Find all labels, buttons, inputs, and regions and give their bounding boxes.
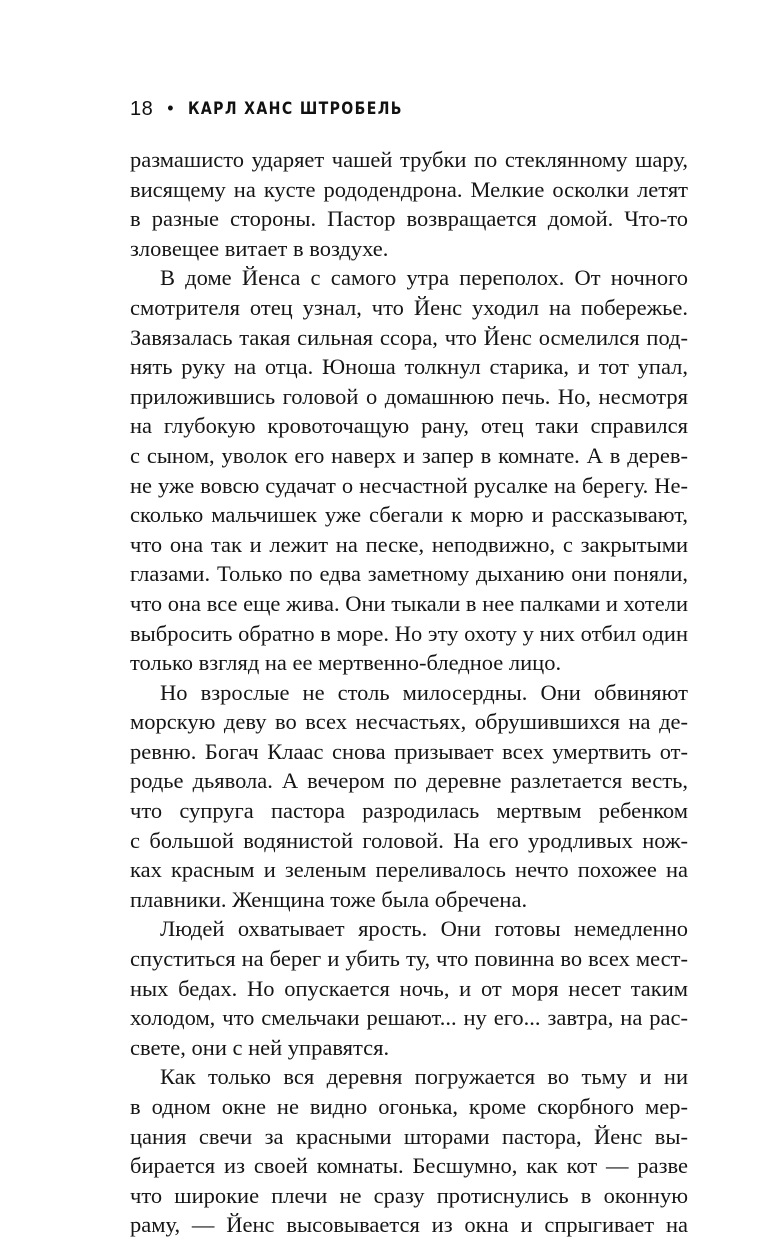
text-line: только взгляд на ее мертвенно-бледное лицо. bbox=[130, 650, 562, 676]
text-line: холодом, что смельчаки решают... ну его... завтра, на рас- bbox=[130, 1005, 688, 1031]
text-line: ревню. Богач Клаас снова призывает всех умертвить от- bbox=[130, 738, 688, 764]
text-line: выбросить обратно в море. Но эту охоту у них отбил один bbox=[130, 620, 688, 646]
paragraph bbox=[130, 1062, 688, 1240]
text-line: зловещее витает в воздухе. bbox=[130, 235, 389, 261]
text-line: спуститься на берег и убить ту, что повинна во всех мест- bbox=[130, 946, 688, 972]
page-number: 18 bbox=[130, 97, 154, 120]
text-line: Но взрослые не столь милосердны. Они обвиняют bbox=[160, 679, 688, 705]
text-line: родье дьявола. А вечером по деревне разлетается весть, bbox=[130, 768, 688, 794]
text-line: ках красным и зеленым переливалось нечто похожее на bbox=[130, 857, 688, 883]
text-line: на глубокую кровоточащую рану, отец таки справился bbox=[130, 413, 688, 439]
text-line: Как только вся деревня погружается во тьму и ни bbox=[160, 1064, 688, 1090]
text-line: ных бедах. Но опускается ночь, и от моря несет таким bbox=[130, 975, 688, 1001]
text-line: раму, — Йенс высовывается из окна и спрыгивает на bbox=[130, 1212, 688, 1238]
text-line: цания свечи за красными шторами пастора, Йенс вы- bbox=[130, 1123, 688, 1149]
text-line: что супруга пастора разродилась мертвым ребенком bbox=[130, 798, 688, 824]
text-line: сколько мальчишек уже сбегали к морю и рассказывают, bbox=[130, 502, 688, 528]
text-line: в разные стороны. Пастор возвращается домой. Что-то bbox=[130, 206, 688, 232]
text-line: плавники. Женщина тоже была обречена. bbox=[130, 886, 528, 912]
text-line: что она все еще жива. Они тыкали в нее палками и хотели bbox=[130, 590, 688, 616]
paragraph bbox=[130, 263, 688, 677]
text-line: в одном окне не видно огонька, кроме скорбного мер- bbox=[130, 1094, 688, 1119]
text-line: с сыном, уволок его наверх и запер в комнате. А в дерев- bbox=[130, 442, 688, 468]
text-line: нять руку на отца. Юноша толкнул старика, и тот упал, bbox=[130, 354, 688, 380]
text-line: морскую деву во всех несчастьях, обрушившихся на де- bbox=[130, 709, 688, 735]
text-line: что широкие плечи не сразу протиснулись в оконную bbox=[130, 1182, 688, 1208]
text-line: с большой водянистой головой. На его уродливых нож- bbox=[130, 827, 688, 853]
text-line: что она так и лежит на песке, неподвижно, с закрытыми bbox=[130, 531, 688, 557]
text-line: приложившись головой о домашнюю печь. Но, несмотря bbox=[130, 383, 688, 409]
text-line: Людей охватывает ярость. Они готовы немедленно bbox=[160, 916, 688, 942]
text-line: не уже вовсю судачат о несчастной русалке на берегу. Не- bbox=[130, 472, 688, 498]
paragraph bbox=[130, 145, 688, 263]
text-line: размашисто ударяет чашей трубки по стеклянному шару, bbox=[130, 147, 688, 172]
header-bullet: • bbox=[167, 97, 174, 118]
text-line: В доме Йенса с самого утра переполох. От ночного bbox=[160, 265, 688, 291]
text-line: Завязалась такая сильная ссора, что Йенс осмелился под- bbox=[130, 324, 688, 350]
running-title: КАРЛ ХАНС ШТРОБЕЛЬ bbox=[187, 99, 403, 119]
text-line: свете, они с ней управятся. bbox=[130, 1034, 390, 1060]
paragraph bbox=[130, 914, 688, 1062]
body-text bbox=[130, 145, 688, 1240]
text-line: висящему на кусте рододендрона. Мелкие осколки летят bbox=[130, 176, 688, 202]
running-header bbox=[130, 94, 421, 124]
text-line: бирается из своей комнаты. Бесшумно, как кот — разве bbox=[130, 1153, 688, 1179]
text-line: глазами. Только по едва заметному дыханию они поняли, bbox=[130, 561, 688, 587]
paragraph bbox=[130, 678, 688, 915]
text-line: смотрителя отец узнал, что Йенс уходил на побережье. bbox=[130, 294, 688, 320]
